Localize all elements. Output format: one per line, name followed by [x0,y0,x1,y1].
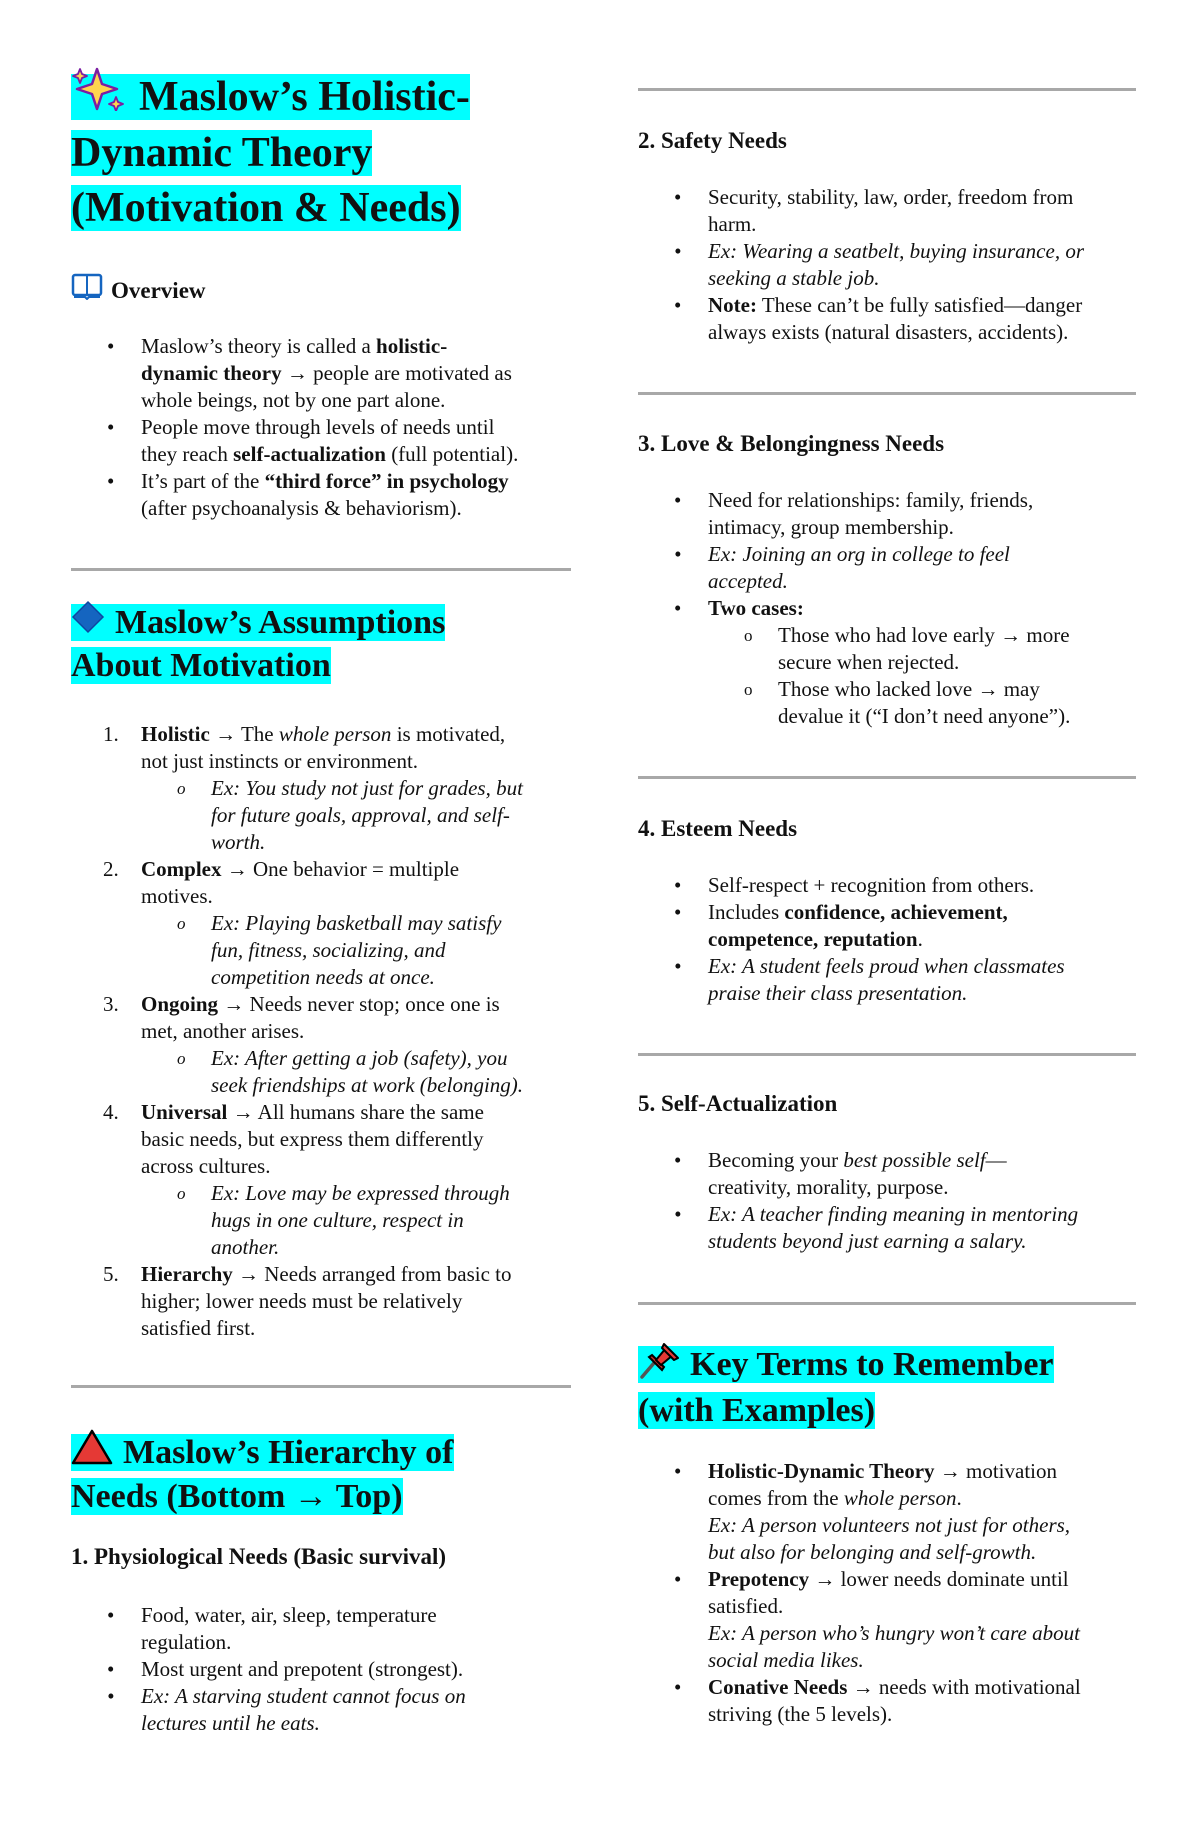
list-item: 2. Complex → One behavior = multiple motives. o Ex: Playing basketball may satisfy fun, fitness, socializing, and competition needs at once. [141,856,661,991]
pushpin-icon [638,1339,680,1390]
divider [638,1053,1136,1056]
example-item: • Ex: A starving student cannot focus on lectures until he eats. [141,1683,661,1737]
example-item: o Ex: Playing basketball may satisfy fun, fitness, socializing, and competition needs at once. [211,910,661,991]
physiological-heading: 1. Physiological Needs (Basic survival) [71,1544,447,1569]
list-item: • Self-respect + recognition from others. [708,872,1200,899]
example-item: • Ex: A student feels proud when classmates praise their class presentation. [708,953,1200,1007]
list-item: • Two cases: o Those who had love early → more secure when rejected. o Those who lacked love → may devalue it (“I don’t need anyone”). [708,595,1200,730]
list-item: • Prepotency → lower needs dominate until satisfied. Ex: A person who’s hungry won’t care about social media likes. [708,1566,1200,1674]
divider [638,392,1136,395]
key-terms-list [638,1458,1200,1728]
title-line-2: Dynamic Theory [71,129,373,176]
sparkles-icon [71,67,125,126]
overview-heading [71,275,591,309]
assumptions-heading: Maslow’s Assumptions About Motivation [71,602,571,687]
example-item: • Ex: Wearing a seatbelt, buying insurance, or seeking a stable job. [708,238,1200,292]
list-item: 1. Holistic → The whole person is motivated, not just instincts or environment. o Ex: You study not just for grades, but for future goals, approval, and self- worth. [141,721,661,856]
list-item: • Holistic-Dynamic Theory → motivation comes from the whole person. Ex: A person volunteers not just for others, but also for belonging and self-growth. [708,1458,1200,1566]
list-item: • Note: These can’t be fully satisfied—danger always exists (natural disasters, accidents). [708,292,1200,346]
esteem-heading: 4. Esteem Needs [638,816,798,841]
list-item: 3. Ongoing → Needs never stop; once one is met, another arises. o Ex: After getting a job (safety), you seek friendships at work (belonging). [141,991,661,1099]
list-item: • It’s part of the “third force” in psychology (after psychoanalysis & behaviorism). [141,468,591,522]
sub-item: o Those who lacked love → may devalue it (“I don’t need anyone”). [778,676,1200,730]
title-line-3: (Motivation & Needs) [71,184,461,231]
example-item: o Ex: You study not just for grades, but for future goals, approval, and self- worth. [211,775,661,856]
example-item: • Ex: A teacher finding meaning in mentoring students beyond just earning a salary. [708,1201,1200,1255]
list-item: 5. Hierarchy → Needs arranged from basic to higher; lower needs must be relatively satisfied first. [103,1262,512,1340]
safety-heading: 2. Safety Needs [638,128,787,153]
list-item: • Conative Needs → needs with motivational striving (the 5 levels). [708,1674,1200,1728]
example-item: o Ex: After getting a job (safety), you seek friendships at work (belonging). [211,1045,661,1099]
open-book-icon [71,272,103,309]
overview-list [71,333,591,522]
list-item: • Most urgent and prepotent (strongest). [141,1656,661,1683]
page-title [71,70,571,236]
sub-item: o Those who had love early → more secure when rejected. [778,622,1200,676]
list-item: • Food, water, air, sleep, temperature regulation. [141,1602,661,1656]
physiological-list [71,1602,661,1737]
love-heading: 3. Love & Belongingness Needs [638,431,945,456]
list-item: • Security, stability, law, order, freedom from harm. [708,184,1200,238]
divider [638,88,1136,91]
overview-section [71,275,591,522]
list-item: • Becoming your best possible self— creativity, morality, purpose. [708,1147,1200,1201]
divider [71,1385,571,1388]
assumptions-list [71,721,661,1342]
list-item: • Includes confidence, achievement, competence, reputation. [708,899,1200,953]
red-triangle-icon [71,1429,113,1476]
divider [638,1302,1136,1305]
list-item: • People move through levels of needs until they reach self-actualization (full potential). [141,414,591,468]
hierarchy-heading: Maslow’s Hierarchy of Needs (Bottom → Top) [71,1432,571,1518]
list-item: • Maslow’s theory is called a holistic- dynamic theory → people are motivated as whole beings, not by one part alone. [141,333,591,414]
divider [638,776,1136,779]
esteem-list [638,872,1200,1007]
overview-heading-text: Overview [111,278,206,303]
self-actualization-heading: 5. Self-Actualization [638,1091,838,1116]
blue-diamond-icon [71,600,105,645]
list-item: • Need for relationships: family, friends, intimacy, group membership. [708,487,1200,541]
list-item: 4. Universal → All humans share the same basic needs, but express them differently across cultures. o Ex: Love may be expressed through hugs in one culture, respect in another. [141,1099,661,1261]
example-item: • Ex: Joining an org in college to feel accepted. [708,541,1200,595]
love-list [638,487,1200,730]
title-line-1: Maslow’s Holistic- [139,74,470,120]
divider [71,568,571,571]
example-item: o Ex: Love may be expressed through hugs in one culture, respect in another. [211,1180,661,1261]
key-terms-heading: Key Terms to Remember (with Examples) [638,1344,1138,1432]
self-actualization-list [638,1147,1200,1255]
safety-list [638,184,1200,346]
